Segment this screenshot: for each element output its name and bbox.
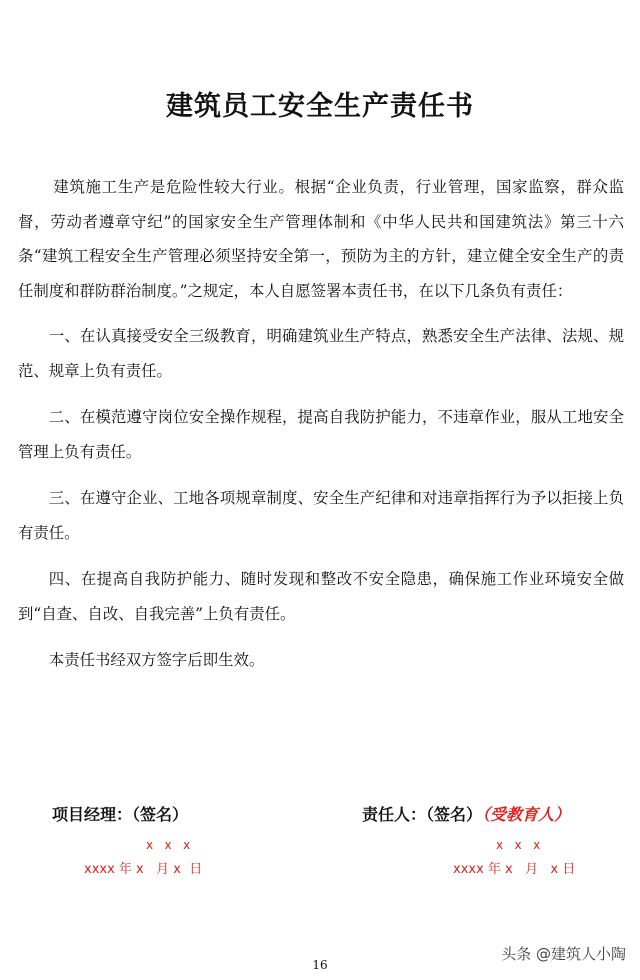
clause-4: 四、在提高自我防护能力、随时发现和整改不安全隐患，确保施工作业环境安全做到“自查、自改、自我完善”上负有责任。: [18, 570, 624, 623]
effective-statement: 本责任书经双方签字后即生效。: [48, 651, 265, 669]
document-body: [18, 170, 624, 690]
manager-signature-marks: x x x: [146, 838, 191, 852]
manager-date: xxxx 年 x 月 x 日: [84, 862, 203, 877]
clause-1: 一、在认真接受安全三级教育，明确建筑业生产特点，熟悉安全生产法律、法规、规范、规章上负有责任。: [18, 327, 624, 380]
clause-2: 二、在模范遵守岗位安全操作规程，提高自我防护能力，不违章作业，服从工地安全管理上负有责任。: [18, 408, 624, 461]
responsible-signature-label: 责任人：（签名）（受教育人）: [362, 805, 571, 824]
responsible-signature-marks: x x x: [496, 838, 541, 852]
page-number: 16: [312, 958, 328, 972]
document-title: 建筑员工安全生产责任书: [166, 91, 474, 122]
manager-signature-label: 项目经理：（签名）: [52, 805, 189, 824]
recipient-note: （受教育人）: [482, 805, 571, 824]
intro-paragraph: 建筑施工生产是危险性较大行业。根据“企业负责，行业管理，国家监察，群众监督，劳动者遵章守纪”的国家安全生产管理体制和《中华人民共和国建筑法》第三十六条“建筑工程安全生产管理必须坚持安全第一，预防为主的方针，建立健全安全生产的责任制度和群防群治制度。”之规定，本人自愿签署本责任书，在以下几条负有责任：: [18, 178, 624, 300]
clause-3: 三、在遵守企业、工地各项规章制度、安全生产纪律和对违章指挥行为予以拒接上负有责任。: [18, 489, 624, 542]
watermark: 头条 @建筑人小陶: [501, 945, 626, 963]
responsible-date: xxxx 年 x 月 x 日: [453, 862, 576, 877]
